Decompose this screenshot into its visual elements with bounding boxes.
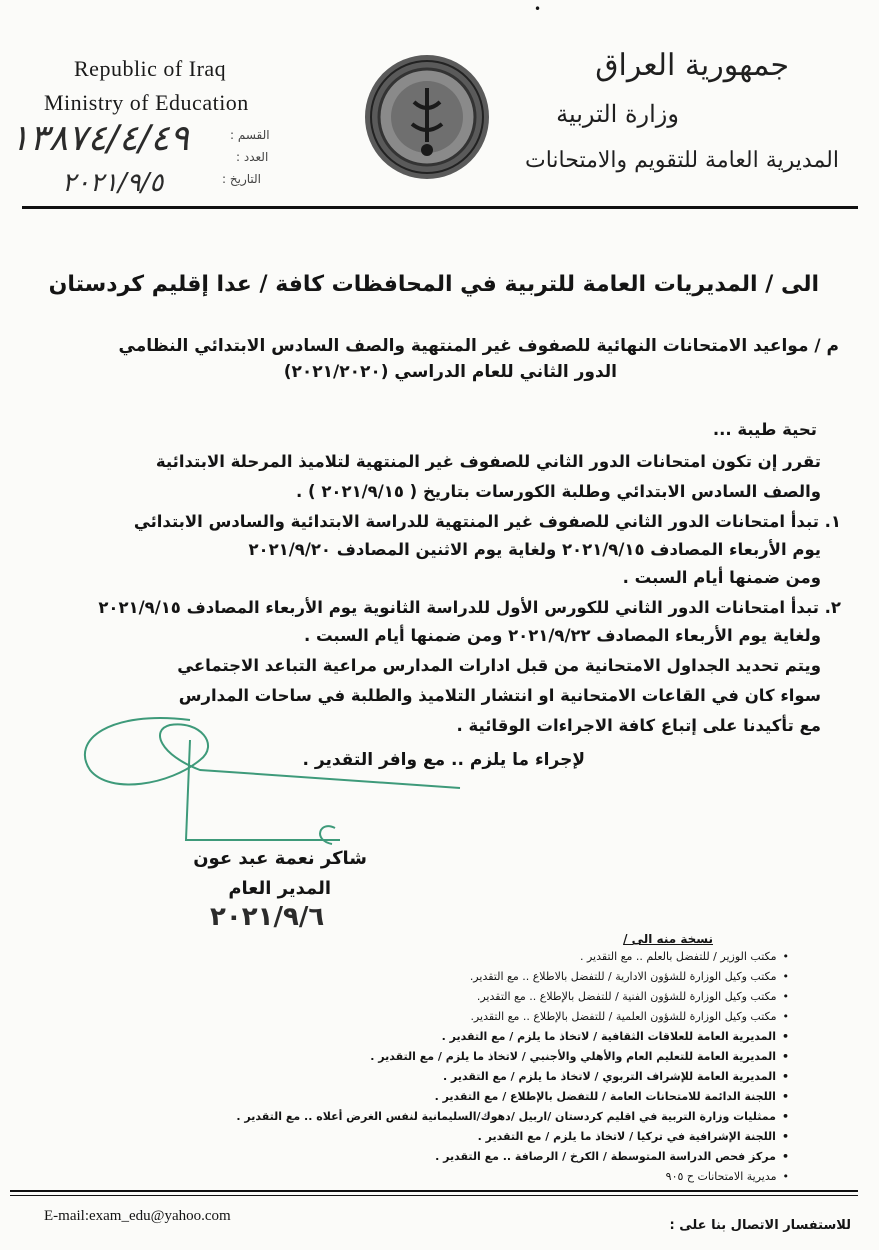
footer-divider-bottom (10, 1195, 858, 1196)
copy-recipient: • ممثليات وزارة التربية في اقليم كردستان /اربيل /دهوك/السليمانية لنفس الغرض أعلاه .. مع التقدير . (69, 1110, 789, 1130)
footer-divider-top (10, 1190, 858, 1192)
closing-line: لإجراء ما يلزم .. مع وافر التقدير . (302, 750, 585, 770)
addressee: الى / المديريات العامة للتربية في المحافظات كافة / عدا إقليم كردستان (48, 272, 819, 297)
top-mark: • (534, 2, 542, 16)
item2-line2: ولغاية يوم الأربعاء المصادف ٢٠٢١/٩/٢٢ ومن ضمنها أيام السبت . (303, 626, 821, 645)
copy-recipient: • مركز فحص الدراسة المتوسطة / الكرخ / الرصافة .. مع التقدير . (69, 1150, 789, 1170)
subject-line1: م / مواعيد الامتحانات النهائية للصفوف غير المنتهية والصف السادس الابتدائي النظامي (118, 336, 839, 356)
copies-list (69, 950, 789, 1190)
contact-email[interactable]: E-mail:exam_edu@yahoo.com (44, 1208, 231, 1224)
arabic-header-line1: جمهورية العراق (595, 48, 789, 83)
paragraph-line3: مع تأكيدنا على إتباع كافة الاجراءات الوقائية . (456, 716, 821, 735)
contact-label: للاستفسار الاتصال بنا على : (669, 1218, 851, 1233)
intro-line2: والصف السادس الابتدائي وطلبة الكورسات بتاريخ ( ٢٠٢١/٩/١٥ ) . (296, 482, 821, 501)
arabic-header-line2: وزارة التربية (556, 100, 679, 128)
handwritten-issue-date: ٢٠٢١/٩/٥ (62, 168, 164, 198)
paragraph-line1: ويتم تحديد الجداول الامتحانية من قبل ادارات المدارس مراعية التباعد الاجتماعي (177, 656, 821, 675)
arabic-header-line3: المديرية العامة للتقويم والامتحانات (525, 148, 839, 173)
signature-scribble (50, 700, 480, 850)
copy-recipient: • مكتب وكيل الوزارة للشؤون الادارية / للتفضل بالاطلاع .. مع التقدير. (69, 970, 789, 990)
copy-recipient: • مكتب وكيل الوزارة للشؤون الفنية / للتفضل بالإطلاع .. مع التقدير. (69, 990, 789, 1010)
copies-heading: نسخة منه الى / (623, 932, 713, 946)
english-header-line1: Republic of Iraq (74, 56, 227, 81)
item1-line1: ١. تبدأ امتحانات الدور الثاني للصفوف غير المنتهية للدراسة الابتدائية والسادس الابتدائي (133, 512, 841, 531)
item1-line2: يوم الأربعاء المصادف ٢٠٢١/٩/١٥ ولغاية يوم الاثنين المصادف ٢٠٢١/٩/٢٠ (248, 540, 821, 559)
signatory-name: شاكر نعمة عبد عون (193, 848, 367, 869)
signature-date: ٢٠٢١/٩/٦ (210, 902, 325, 932)
copy-recipient: • مكتب الوزير / للتفضل بالعلم .. مع التقدير . (69, 950, 789, 970)
copy-recipient: • المديرية العامة للعلاقات الثقافية / لاتخاذ ما يلزم / مع التقدير . (69, 1030, 789, 1050)
copy-recipient: • اللجنة الإشرافية في تركيا / لاتخاذ ما يلزم / مع التقدير . (69, 1130, 789, 1150)
copy-recipient: • المديرية العامة للتعليم العام والأهلي والأجنبي / لاتخاذ ما يلزم / مع التقدير . (69, 1050, 789, 1070)
subject-line2: الدور الثاني للعام الدراسي (٢٠٢١/٢٠٢٠) (283, 362, 617, 382)
intro-line1: تقرر إن تكون امتحانات الدور الثاني للصفوف غير المنتهية لتلاميذ المرحلة الابتدائية (155, 452, 821, 471)
meta-label-number: العدد : (236, 150, 269, 164)
signatory-title: المدير العام (228, 878, 331, 899)
english-header-line2: Ministry of Education (44, 90, 249, 115)
meta-label-date: التاريخ : (222, 172, 262, 186)
copy-recipient: • اللجنة الدائمة للامتحانات العامة / للتفضل بالإطلاع / مع التقدير . (69, 1090, 789, 1110)
copy-recipient: • مكتب وكيل الوزارة للشؤون العلمية / للتفضل بالإطلاع .. مع التقدير. (69, 1010, 789, 1030)
paragraph-line2: سواء كان في القاعات الامتحانية او انتشار التلاميذ والطلبة في ساحات المدارس (178, 686, 821, 705)
handwritten-reference-number: ١٣٨٧٤/٤/٤٩ (10, 118, 189, 159)
item2-line1: ٢. تبدأ امتحانات الدور الثاني للكورس الأول للدراسة الثانوية يوم الأربعاء المصادف ٢٠٢١/٩/١٥ (98, 598, 841, 617)
meta-label-section: القسم : (230, 128, 270, 142)
greeting: تحية طيبة ... (712, 420, 817, 439)
copy-recipient: • مديرية الامتحانات ح ٩٠٥ (69, 1170, 789, 1190)
ministry-seal (362, 52, 492, 182)
header-divider (22, 206, 858, 209)
copy-recipient: • المديرية العامة للإشراف التربوي / لاتخاذ ما يلزم / مع التقدير . (69, 1070, 789, 1090)
item1-line3: ومن ضمنها أيام السبت . (622, 568, 821, 587)
